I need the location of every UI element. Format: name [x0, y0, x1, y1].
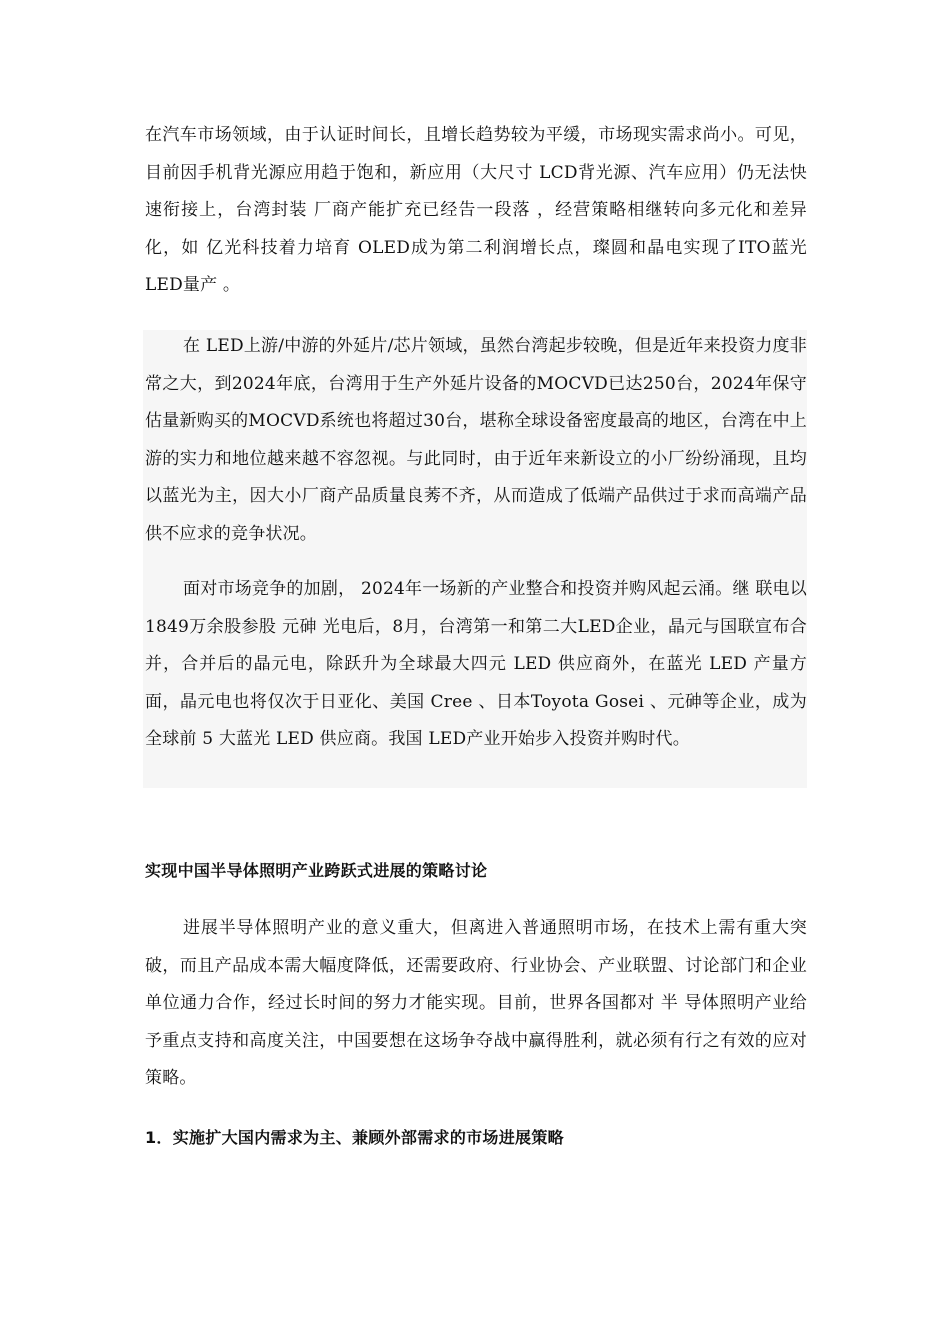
paragraph-industry-consolidation: 面对市场竞争的加剧， 2024年一场新的产业整合和投资并购风起云涌。继 联电以 1849万余股参股 元砷 光电后，8月，台湾第一和第二大LED企业，晶元与国联宣布合并，合并后的晶元电，除跃升为全球最大四元 LED 供应商外，在蓝光 LED 产量方面，晶元电也将仅次于日亚化、美国 Cree 、日本Toyota Gosei 、元砷等企业，成为全球前 5 大蓝光 LED 供应商。我国 LED产业开始步入投资并购时代。 — [145, 579, 807, 749]
paragraph-taiwan-epitaxy: 在 LED上游/中游的外延片/芯片领域，虽然台湾起步较晚，但是近年来投资力度非常之大，到2024年底，台湾用于生产外延片设备的MOCVD已达250台，2024年保守估量新购买的MOCVD系统也将超过30台，堪称全球设备密度最高的地区，台湾在中上游的实力和地位越来越不容忽视。与此同时，由于近年来新设立的小厂纷纷涌现，且均以蓝光为主，因大小厂商产品质量良莠不齐，从而造成了低端产品供过于求而高端产品供不应求的竞争状况。 — [145, 336, 807, 544]
section-heading: 实现中国半导体照明产业跨跃式进展的策略讨论 — [145, 861, 488, 880]
subheading-market-strategy: 1．实施扩大国内需求为主、兼顾外部需求的市场进展策略 — [145, 1128, 564, 1147]
paragraph-automotive-market: 在汽车市场领域，由于认证时间长，且增长趋势较为平缓，市场现实需求尚小。可见，目前因手机背光源应用趋于饱和，新应用（大尺寸 LCD背光源、汽车应用）仍无法快速衔接上，台湾封装 厂商产能扩充已经告一段落 ，经营策略相继转向多元化和差异化，如 亿光科技着力培育 OLED成为第二利润增长点，璨圆和晶电实现了ITO蓝光LED量产 。 — [145, 125, 807, 295]
paragraph-strategy-intro: 进展半导体照明产业的意义重大，但离进入普通照明市场，在技术上需有重大突破，而且产品成本需大幅度降低，还需要政府、行业协会、产业联盟、讨论部门和企业单位通力合作，经过长时间的努力才能实现。目前，世界各国都对 半 导体照明产业给予重点支持和高度关注，中国要想在这场争夺战中赢得胜利，就必须有行之有效的应对策略。 — [145, 918, 807, 1088]
